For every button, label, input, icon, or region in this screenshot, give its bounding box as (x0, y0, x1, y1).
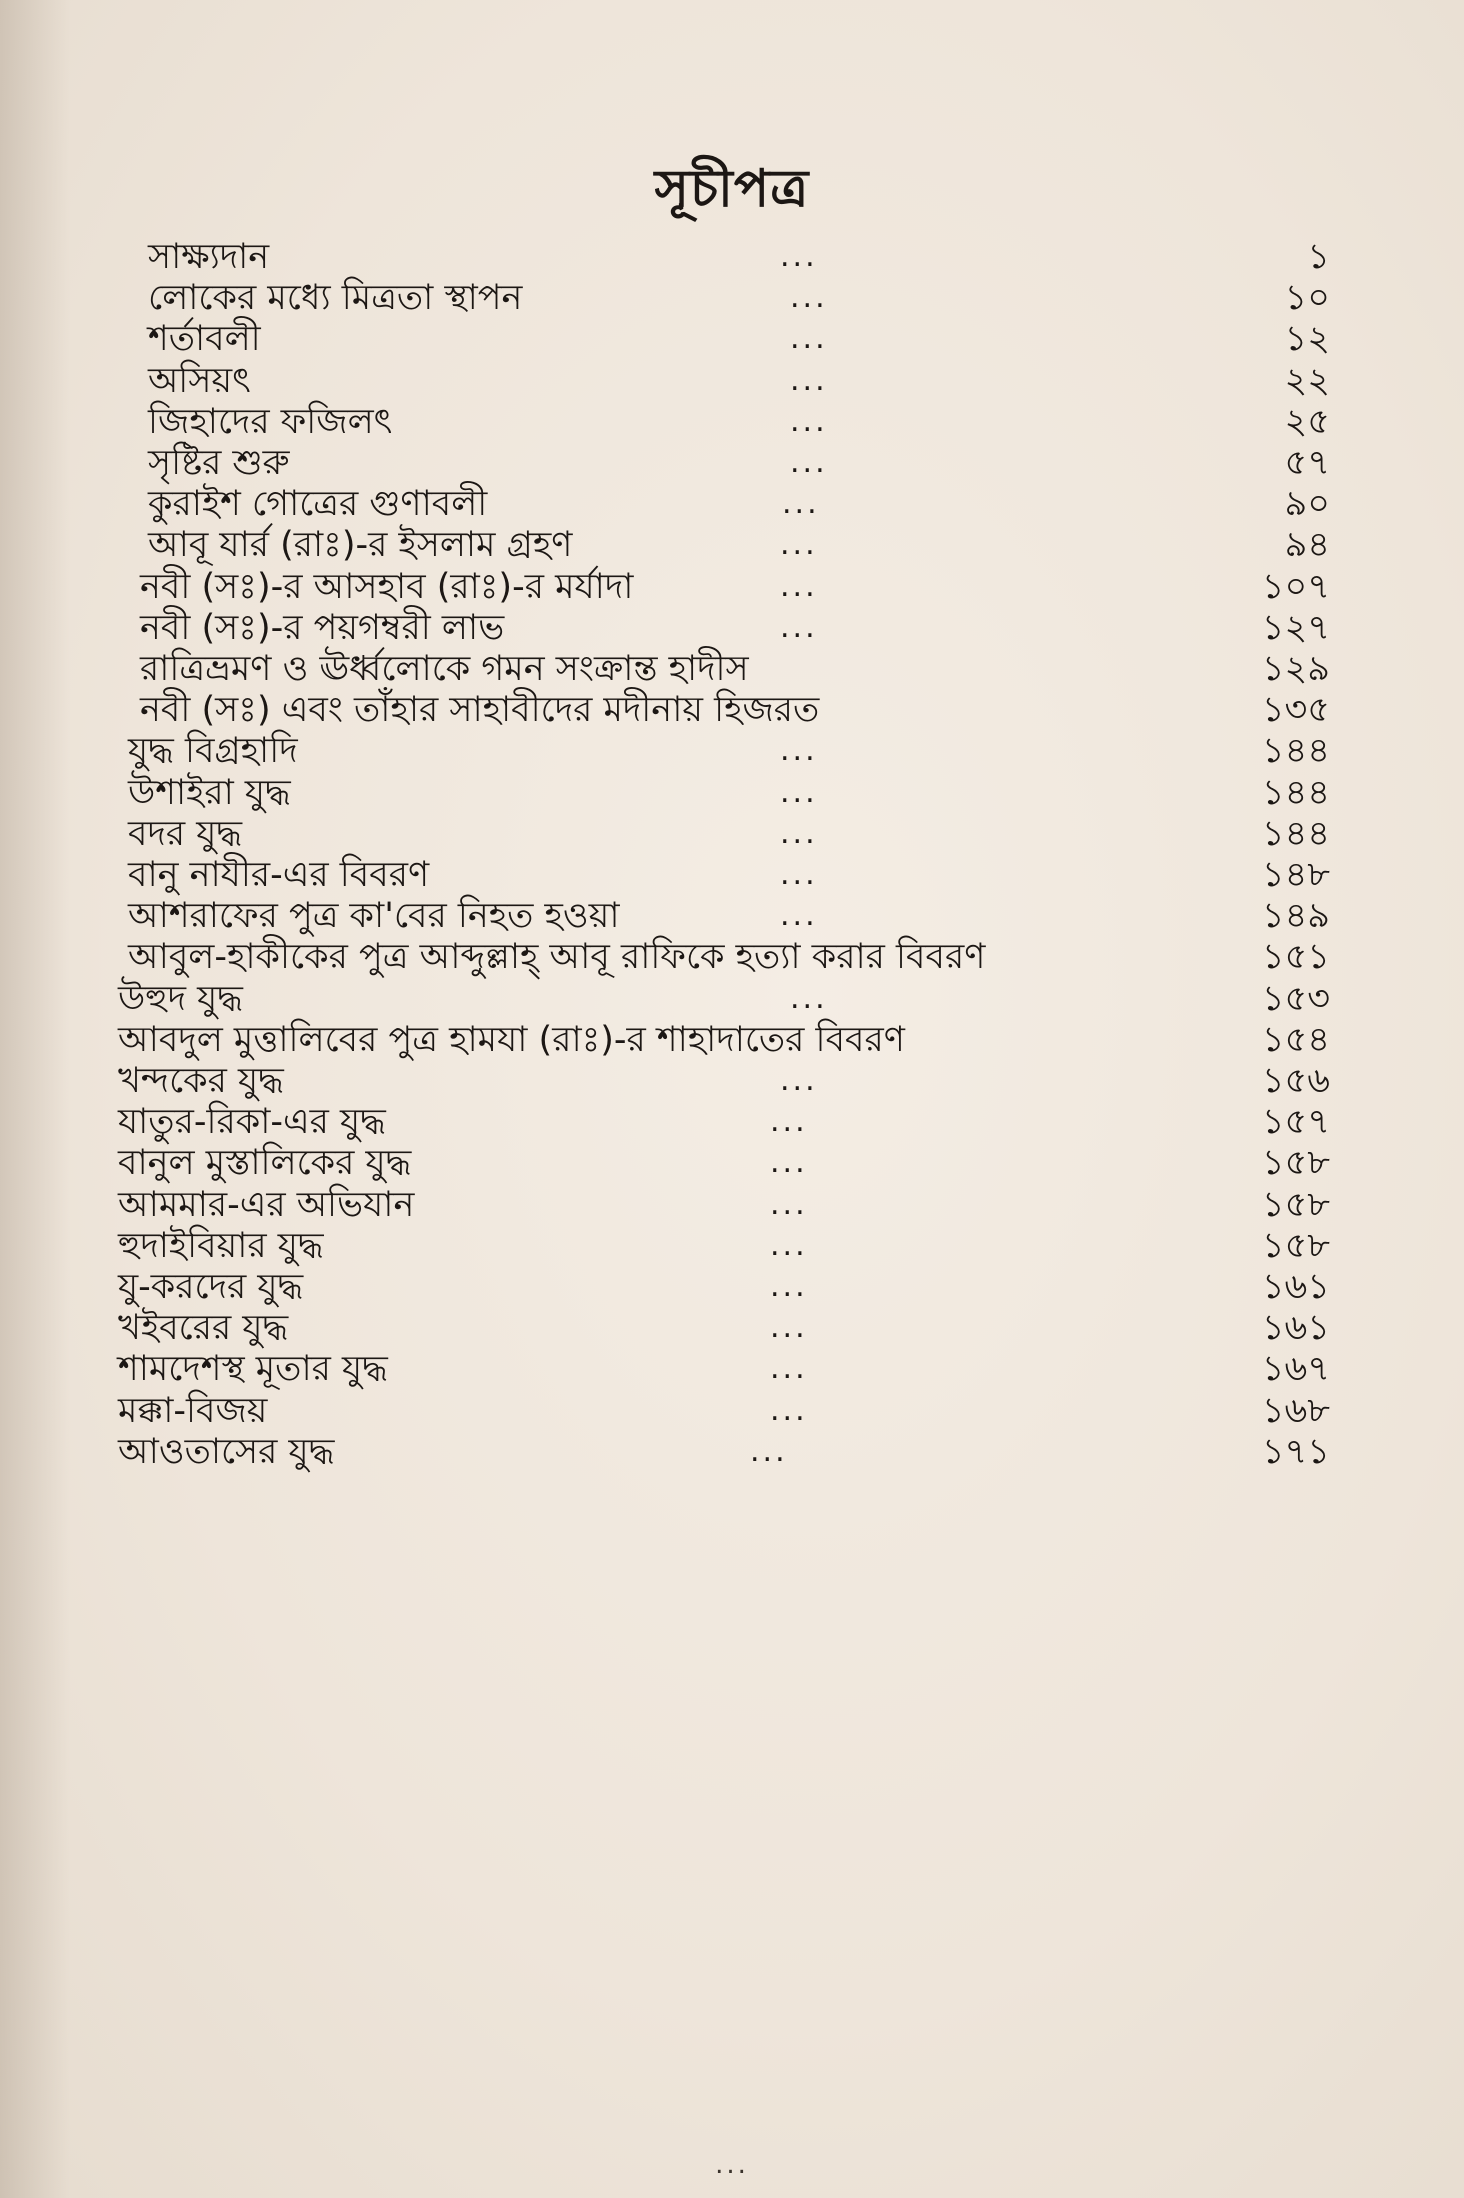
toc-page-number: ১৫৬ (1261, 1061, 1330, 1101)
toc-leader-dots: ... (780, 239, 818, 274)
toc-leader-dots: ... (790, 403, 828, 439)
toc-entry-label: আবদুল মুত্তালিবের পুত্র হামযা (রাঃ)-র শাহাদাতের বিবরণ (118, 1019, 905, 1060)
toc-entry-label: নবী (সঃ)-র আসহাব (রাঃ)-র মর্যাদা (140, 566, 634, 607)
toc-page-number: ১২৭ (1261, 607, 1330, 648)
toc-entry-label: খন্দকের যুদ্ধ (118, 1061, 284, 1101)
toc-leader-dots: ... (770, 1269, 808, 1304)
toc-leader-dots: ... (770, 1392, 808, 1428)
toc-entry-label: আবুল-হাকীকের পুত্র আব্দুল্লাহ্ আবূ রাফিকে হত্যা করার বিবরণ (128, 937, 986, 978)
toc-page-number: ১২৯ (1261, 649, 1330, 689)
toc-entry-label: কুরাইশ গোত্রের গুণাবলী (148, 484, 488, 525)
toc-entry-label: বানুল মুস্তালিকের যুদ্ধ (118, 1143, 412, 1184)
toc-leader-dots: ... (790, 362, 828, 398)
toc-page-number: ২৫ (1284, 401, 1330, 442)
toc-page-number: ১৪৮ (1261, 855, 1330, 895)
toc-leader-dots: ... (780, 857, 818, 892)
toc-page-number: ৯৪ (1284, 525, 1330, 566)
toc-page-number: ১৫৮ (1261, 1225, 1330, 1266)
toc-entry-label: জিহাদের ফজিলৎ (148, 401, 393, 442)
page-title: সূচীপত্র (654, 159, 810, 219)
toc-leader-dots: ... (750, 1433, 788, 1469)
toc-page-number: ১৫৮ (1261, 1184, 1330, 1225)
toc-leader-dots: ... (770, 1145, 808, 1181)
toc-entry-label: সাক্ষ্যদান (148, 237, 270, 277)
toc-entry-label: যাতুর-রিকা-এর যুদ্ধ (118, 1102, 386, 1143)
toc-leader-dots: ... (770, 1227, 808, 1263)
toc-entry-label: অসিয়ৎ (148, 360, 251, 401)
toc-leader-dots: ... (780, 898, 818, 934)
toc-page-number: ১০ (1284, 278, 1330, 319)
toc-page-number: ১৫৭ (1261, 1102, 1330, 1143)
toc-entry-label: শামদেশস্থ মূতার যুদ্ধ (118, 1349, 388, 1390)
toc-entry-label: আবূ যার্র (রাঃ)-র ইসলাম গ্রহণ (148, 525, 573, 566)
toc-leader-dots: ... (770, 1186, 808, 1222)
toc-leader-dots: ... (790, 980, 828, 1016)
toc-leader-dots: ... (770, 1351, 808, 1387)
toc-leader-dots: ... (790, 280, 828, 316)
toc-leader-dots: ... (780, 609, 818, 645)
toc-page-number: ১৪৪ (1261, 772, 1330, 813)
toc-page-number: ১৪৪ (1261, 813, 1330, 854)
toc-entry-label: নবী (সঃ)-র পয়গম্বরী লাভ (140, 607, 505, 648)
toc-entry-label: হুদাইবিয়ার যুদ্ধ (118, 1225, 324, 1266)
toc-leader-dots: ... (782, 486, 820, 522)
toc-entry-label: আমমার-এর অভিযান (118, 1184, 415, 1225)
toc-entry-label: যুদ্ধ বিগ্রহাদি (128, 731, 298, 772)
toc-page-number: ১৫৪ (1261, 1019, 1330, 1060)
toc-page-number: ১৬১ (1261, 1308, 1330, 1349)
toc-page-number: ১০৭ (1261, 566, 1330, 607)
toc-page-number: ১৩৫ (1261, 690, 1330, 731)
toc-entry-label: উশাইরা যুদ্ধ (128, 772, 291, 813)
toc-page-number: ৯০ (1284, 484, 1330, 525)
toc-leader-dots: ... (770, 1310, 808, 1346)
toc-leader-dots: ... (780, 1063, 818, 1098)
footer-leader: ... (715, 2150, 749, 2180)
toc-entry-label: যু-করদের যুদ্ধ (118, 1267, 304, 1307)
toc-row (0, 1423, 1464, 1481)
toc-entry-label: শর্তাবলী (148, 319, 261, 360)
toc-entry-label: উহুদ যুদ্ধ (118, 978, 243, 1019)
toc-page-number: ১৫৩ (1261, 978, 1330, 1019)
toc-entry-label: মক্কা-বিজয় (118, 1390, 268, 1431)
toc-leader-dots: ... (780, 733, 818, 769)
toc-page-number: ১৫১ (1261, 937, 1330, 978)
toc-entry-label: আওতাসের যুদ্ধ (118, 1431, 335, 1472)
toc-page-number: ১২ (1284, 319, 1330, 360)
toc-page-number: ২২ (1284, 360, 1330, 401)
toc-page-number: ৫৭ (1284, 443, 1330, 483)
toc-entry-label: খইবরের যুদ্ধ (118, 1308, 289, 1349)
toc-entry-label: বদর যুদ্ধ (128, 813, 243, 854)
toc-page-number: ১৬৭ (1261, 1349, 1330, 1390)
toc-page-number: ১৬১ (1261, 1267, 1330, 1307)
toc-leader-dots: ... (780, 815, 818, 851)
toc-leader-dots: ... (780, 568, 818, 604)
toc-page-number: ১ (1307, 237, 1330, 277)
toc-entry-label: আশরাফের পুত্র কা'বের নিহত হওয়া (128, 896, 620, 937)
toc-page-number: ১৫৮ (1261, 1143, 1330, 1184)
toc-page-number: ১৪৪ (1261, 731, 1330, 772)
toc-entry-label: নবী (সঃ) এবং তাঁহার সাহাবীদের মদীনায় হিজরত (140, 690, 820, 731)
toc-entry-label: রাত্রিভ্রমণ ও ঊর্ধ্বলোকে গমন সংক্রান্ত হাদীস (140, 649, 749, 689)
toc-page-number: ১৬৮ (1261, 1390, 1330, 1431)
toc-leader-dots: ... (780, 774, 818, 810)
toc-leader-dots: ... (780, 527, 818, 563)
toc-entry-label: লোকের মধ্যে মিত্রতা স্থাপন (148, 278, 523, 319)
toc-leader-dots: ... (790, 445, 828, 480)
toc-page-number: ১৭১ (1261, 1431, 1330, 1472)
toc-entry-label: বানু নাযীর-এর বিবরণ (128, 855, 430, 895)
toc-leader-dots: ... (770, 1104, 808, 1140)
toc-leader-dots: ... (790, 321, 828, 357)
toc-entry-label: সৃষ্টির শুরু (148, 443, 290, 483)
toc-page-number: ১৪৯ (1261, 896, 1330, 937)
